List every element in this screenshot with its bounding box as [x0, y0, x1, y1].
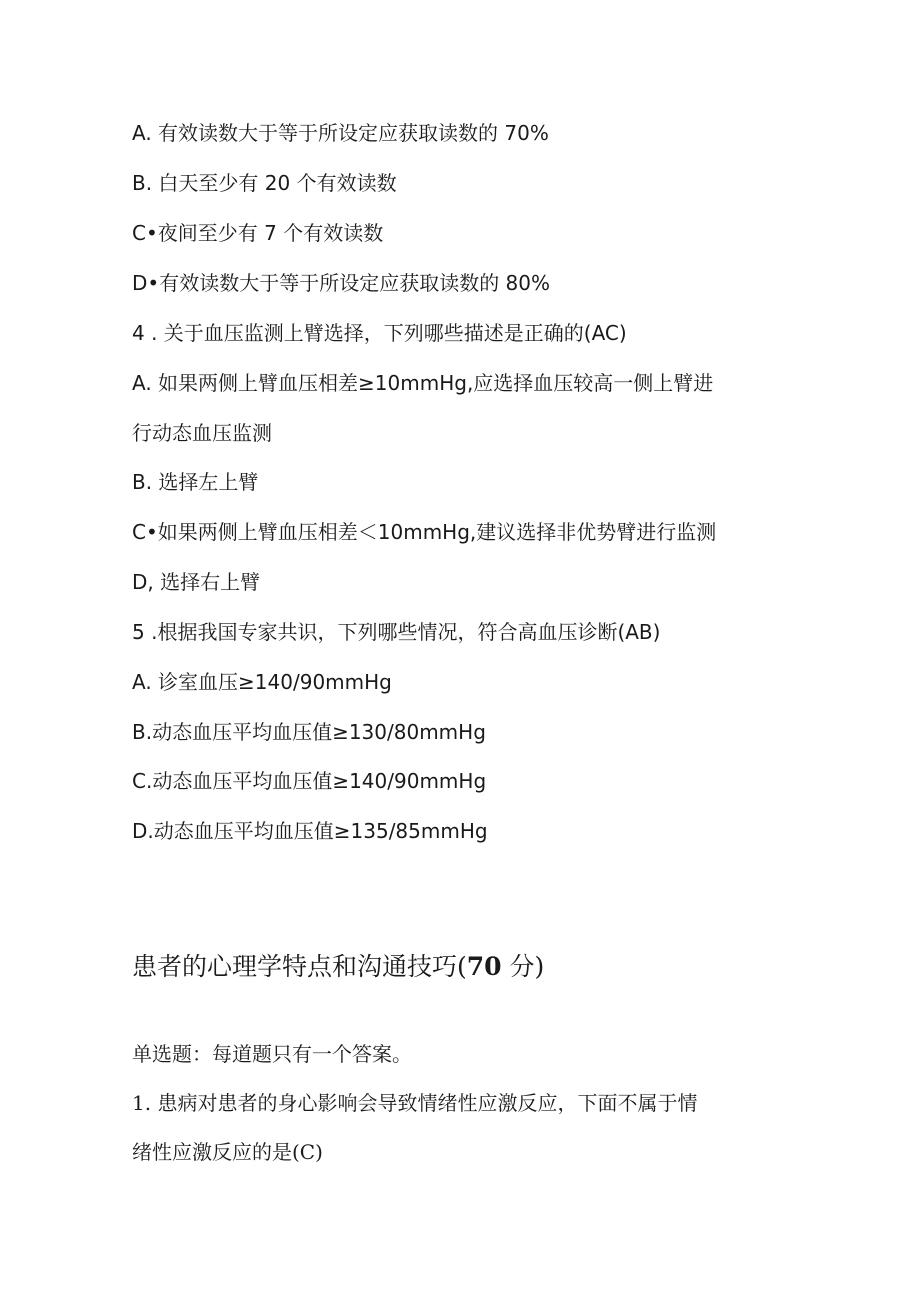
q3-option-b: B. 白天至少有 20 个有效读数	[132, 171, 397, 195]
section-heading	[132, 950, 544, 984]
q4-option-d: D, 选择右上臂	[132, 570, 261, 594]
section-score-open: (	[457, 952, 467, 981]
question-5: 5 .根据我国专家共识，下列哪些情况，符合高血压诊断(AB)	[132, 620, 661, 644]
section-intro: 单选题：每道题只有一个答案。	[132, 1042, 412, 1066]
q4-option-a-continued: 行动态血压监测	[132, 421, 272, 445]
q4-option-a: A. 如果两侧上臂血压相差≥10mmHg,应选择血压较高一侧上臂进	[132, 371, 714, 395]
question-1-continued: 绪性应激反应的是(C)	[132, 1140, 323, 1164]
section-score-unit: 分)	[501, 952, 545, 981]
question-4: 4 . 关于血压监测上臂选择，下列哪些描述是正确的(AC)	[132, 321, 627, 345]
q3-option-a: A. 有效读数大于等于所设定应获取读数的 70%	[132, 121, 549, 145]
section-score: 70	[466, 952, 502, 981]
q5-option-a: A. 诊室血压≥140/90mmHg	[132, 670, 392, 694]
q3-option-d: D•有效读数大于等于所设定应获取读数的 80%	[132, 271, 551, 295]
q3-option-c: C•夜间至少有 7 个有效读数	[132, 221, 384, 245]
q5-option-c: C.动态血压平均血压值≥140/90mmHg	[132, 769, 487, 793]
section-title: 患者的心理学特点和沟通技巧	[132, 952, 458, 981]
q4-option-c: C•如果两侧上臂血压相差＜10mmHg,建议选择非优势臂进行监测	[132, 520, 717, 544]
q4-option-b: B. 选择左上臂	[132, 470, 259, 494]
q5-option-d: D.动态血压平均血压值≥135/85mmHg	[132, 819, 488, 843]
question-1: 1. 患病对患者的身心影响会导致情绪性应激反应，下面不属于情	[132, 1091, 698, 1115]
q5-option-b: B.动态血压平均血压值≥130/80mmHg	[132, 720, 486, 744]
